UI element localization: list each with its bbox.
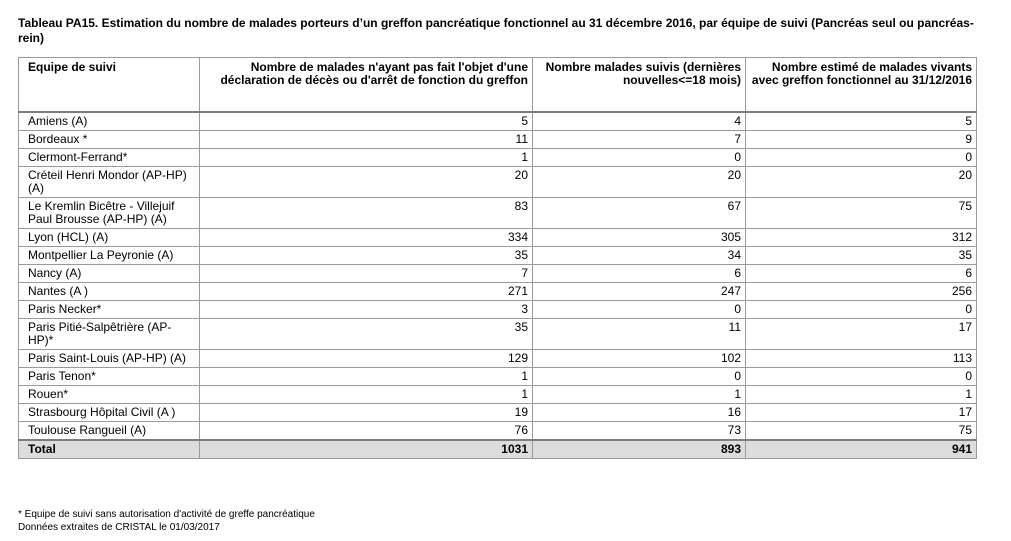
total-value: 1031 <box>200 440 533 459</box>
footnotes <box>18 508 315 534</box>
row-name: Paris Pitié-Salpêtrière (AP-HP)* <box>19 319 200 350</box>
footnote-data-source: Données extraites de CRISTAL le 01/03/2017 <box>18 522 220 533</box>
total-row <box>19 440 977 459</box>
row-value: 0 <box>533 301 746 319</box>
row-value: 1 <box>200 368 533 386</box>
row-name: Nantes (A ) <box>19 283 200 301</box>
row-name: Strasbourg Hôpital Civil (A ) <box>19 404 200 422</box>
row-value: 3 <box>200 301 533 319</box>
header-non-declared: Nombre de malades n'ayant pas fait l'objet d'une déclaration de décès ou d'arrêt de fonction du greffon <box>200 58 533 113</box>
row-value: 4 <box>533 112 746 131</box>
row-name: Lyon (HCL) (A) <box>19 229 200 247</box>
row-name: Rouen* <box>19 386 200 404</box>
row-value: 7 <box>533 131 746 149</box>
row-value: 35 <box>200 319 533 350</box>
table-row <box>19 265 977 283</box>
row-value: 247 <box>533 283 746 301</box>
row-value: 35 <box>200 247 533 265</box>
table-row <box>19 404 977 422</box>
table-row <box>19 319 977 350</box>
row-value: 73 <box>533 422 746 441</box>
table-row <box>19 229 977 247</box>
row-value: 0 <box>533 149 746 167</box>
row-value: 20 <box>200 167 533 198</box>
row-value: 0 <box>746 149 977 167</box>
row-name: Toulouse Rangueil (A) <box>19 422 200 441</box>
row-value: 6 <box>746 265 977 283</box>
row-name: Montpellier La Peyronie (A) <box>19 247 200 265</box>
row-value: 5 <box>746 112 977 131</box>
row-value: 113 <box>746 350 977 368</box>
row-value: 76 <box>200 422 533 441</box>
table-row <box>19 301 977 319</box>
row-name: Bordeaux * <box>19 131 200 149</box>
table-row <box>19 131 977 149</box>
table-title <box>18 16 993 46</box>
row-value: 1 <box>533 386 746 404</box>
table-row <box>19 112 977 131</box>
row-value: 6 <box>533 265 746 283</box>
header-row <box>19 58 977 113</box>
header-estimated: Nombre estimé de malades vivants avec greffon fonctionnel au 31/12/2016 <box>746 58 977 113</box>
row-name: Paris Necker* <box>19 301 200 319</box>
total-label: Total <box>19 440 200 459</box>
row-value: 35 <box>746 247 977 265</box>
row-value: 17 <box>746 404 977 422</box>
table-row <box>19 386 977 404</box>
table-row <box>19 283 977 301</box>
table-row <box>19 350 977 368</box>
header-equipe: Equipe de suivi <box>19 58 200 113</box>
row-value: 75 <box>746 198 977 229</box>
row-name: Paris Tenon* <box>19 368 200 386</box>
row-value: 67 <box>533 198 746 229</box>
table-row <box>19 422 977 441</box>
row-value: 11 <box>533 319 746 350</box>
table-row <box>19 167 977 198</box>
footnote-no-authorization: * Equipe de suivi sans autorisation d'activité de greffe pancréatique <box>18 509 315 520</box>
row-value: 271 <box>200 283 533 301</box>
row-value: 83 <box>200 198 533 229</box>
row-value: 11 <box>200 131 533 149</box>
row-value: 305 <box>533 229 746 247</box>
row-value: 129 <box>200 350 533 368</box>
total-value: 893 <box>533 440 746 459</box>
row-value: 312 <box>746 229 977 247</box>
row-value: 20 <box>533 167 746 198</box>
row-value: 0 <box>746 368 977 386</box>
row-value: 17 <box>746 319 977 350</box>
data-table <box>18 57 977 459</box>
table-row <box>19 247 977 265</box>
row-name: Amiens (A) <box>19 112 200 131</box>
table-row <box>19 149 977 167</box>
row-value: 5 <box>200 112 533 131</box>
row-value: 7 <box>200 265 533 283</box>
row-value: 102 <box>533 350 746 368</box>
row-value: 9 <box>746 131 977 149</box>
row-value: 1 <box>200 149 533 167</box>
row-name: Nancy (A) <box>19 265 200 283</box>
total-value: 941 <box>746 440 977 459</box>
row-name: Créteil Henri Mondor (AP-HP) (A) <box>19 167 200 198</box>
row-value: 334 <box>200 229 533 247</box>
row-value: 19 <box>200 404 533 422</box>
row-name: Le Kremlin Bicêtre - Villejuif Paul Brousse (AP-HP) (A) <box>19 198 200 229</box>
row-value: 16 <box>533 404 746 422</box>
row-name: Clermont-Ferrand* <box>19 149 200 167</box>
row-value: 0 <box>746 301 977 319</box>
header-followed: Nombre malades suivis (dernières nouvelles<=18 mois) <box>533 58 746 113</box>
table-row <box>19 368 977 386</box>
row-value: 256 <box>746 283 977 301</box>
table-row <box>19 198 977 229</box>
table-title-prefix: Tableau PA15. <box>18 16 99 30</box>
table-title-text: Estimation du nombre de malades porteurs d’un greffon pancréatique fonctionnel au 31 décembre 2016, par équipe de suivi (Pancréas seul ou pancréas-rein) <box>18 16 974 45</box>
row-value: 1 <box>200 386 533 404</box>
row-value: 20 <box>746 167 977 198</box>
row-value: 75 <box>746 422 977 441</box>
row-value: 34 <box>533 247 746 265</box>
row-value: 0 <box>533 368 746 386</box>
row-name: Paris Saint-Louis (AP-HP) (A) <box>19 350 200 368</box>
row-value: 1 <box>746 386 977 404</box>
